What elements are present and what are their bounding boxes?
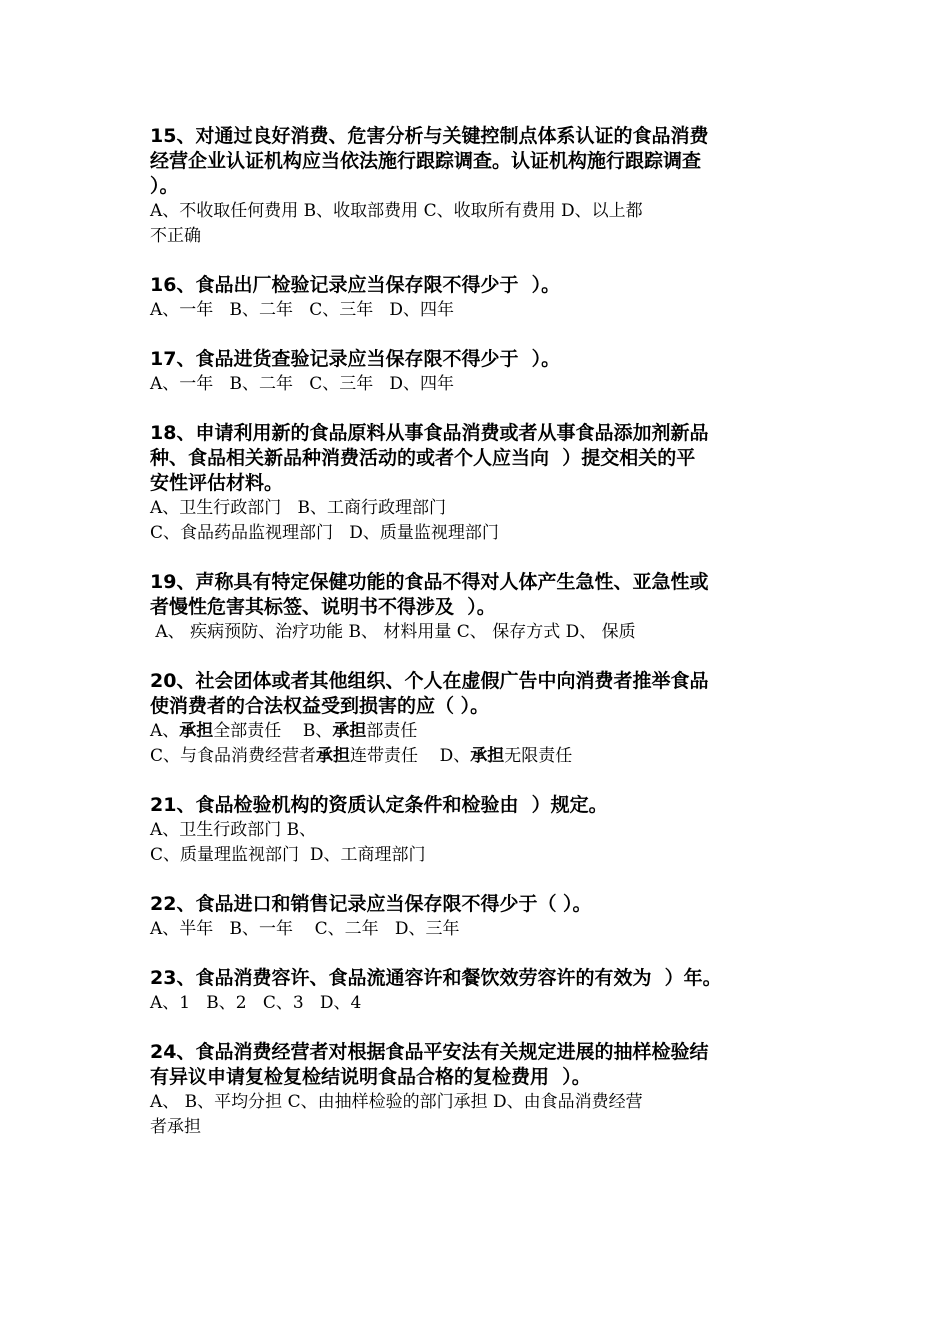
question-options-line: A、卫生行政部门 B、 [150, 820, 317, 840]
question-17 [150, 347, 830, 397]
option-text-bold: 承担 [316, 746, 351, 766]
question-options-line: A、卫生行政部门 B、工商行政理部门 [150, 498, 446, 518]
option-text-bold: 承担 [332, 721, 367, 741]
question-stem-line: 种、食品相关新品种消费活动的或者个人应当向 ）提交相关的平 [150, 447, 696, 469]
question-options-line: 者承担 [150, 1117, 201, 1137]
question-options-line: C、质量理监视部门 D、工商理部门 [150, 845, 426, 865]
question-options-line: C、食品药品监视理部门 D、质量监视理部门 [150, 523, 499, 543]
question-15 [150, 124, 830, 249]
question-20 [150, 669, 830, 769]
question-19 [150, 570, 830, 645]
option-text: A、 [150, 721, 180, 741]
question-stem-line: 19、声称具有特定保健功能的食品不得对人体产生急性、亚急性或 [150, 571, 709, 593]
question-21 [150, 793, 830, 868]
option-text: 连带责任 D、 [350, 746, 471, 766]
option-text: 全部责任 B、 [213, 721, 333, 741]
question-stem-line: 24、食品消费经营者对根据食品平安法有关规定进展的抽样检验结 [150, 1041, 709, 1063]
option-text: C、与食品消费经营者 [150, 746, 317, 766]
option-text-bold: 承担 [179, 721, 214, 741]
question-stem-line: 21、食品检验机构的资质认定条件和检验由 ）规定。 [150, 794, 608, 816]
question-options-line: A、 B、平均分担 C、由抽样检验的部门承担 D、由食品消费经营 [150, 1092, 643, 1112]
question-18 [150, 421, 830, 546]
question-stem-line: 有异议申请复检复检结说明食品合格的复检费用 ）。 [150, 1066, 591, 1088]
option-text: 无限责任 [504, 746, 573, 766]
question-stem-line: 23、食品消费容许、食品流通容许和餐饮效劳容许的有效为 ）年。 [150, 967, 722, 989]
question-stem-line: 使消费者的合法权益受到损害的应（ ）。 [150, 695, 490, 717]
question-stem-line: 15、对通过良好消费、危害分析与关键控制点体系认证的食品消费 [150, 125, 709, 147]
question-stem-line: 安性评估材料。 [150, 472, 284, 494]
question-stem-line: 者慢性危害其标签、说明书不得涉及 ）。 [150, 596, 496, 618]
question-stem-line: 17、食品进货查验记录应当保存限不得少于 ）。 [150, 348, 561, 370]
question-options-line: A、1 B、2 C、3 D、4 [150, 993, 362, 1013]
question-stem-line: 16、食品出厂检验记录应当保存限不得少于 ）。 [150, 274, 561, 296]
question-options-line: A、一年 B、二年 C、三年 D、四年 [150, 300, 455, 320]
question-options-line [150, 744, 830, 769]
option-text-bold: 承担 [470, 746, 505, 766]
question-options-line: A、半年 B、一年 C、二年 D、三年 [150, 919, 460, 939]
exam-question-list [150, 124, 830, 1164]
question-stem-line: ）。 [150, 175, 179, 197]
question-stem-line: 经营企业认证机构应当依法施行跟踪调查。认证机构施行跟踪调查 [150, 150, 702, 172]
question-22 [150, 892, 830, 942]
question-options-line: A、一年 B、二年 C、三年 D、四年 [150, 374, 455, 394]
question-options-line: A、 疾病预防、治疗功能 B、 材料用量 C、 保存方式 D、 保质 [150, 622, 636, 642]
question-stem-line: 22、食品进口和销售记录应当保存限不得少于（ ）。 [150, 893, 592, 915]
question-options-line: A、不收取任何费用 B、收取部费用 C、收取所有费用 D、以上都 [150, 201, 643, 221]
question-23 [150, 966, 830, 1016]
question-24 [150, 1040, 830, 1140]
question-16 [150, 273, 830, 323]
question-options-line [150, 719, 830, 744]
question-stem-line: 20、社会团体或者其他组织、个人在虚假广告中向消费者推举食品 [150, 670, 709, 692]
question-options-line: 不正确 [150, 226, 201, 246]
option-text: 部责任 [366, 721, 418, 741]
question-stem-line: 18、申请利用新的食品原料从事食品消费或者从事食品添加剂新品 [150, 422, 709, 444]
